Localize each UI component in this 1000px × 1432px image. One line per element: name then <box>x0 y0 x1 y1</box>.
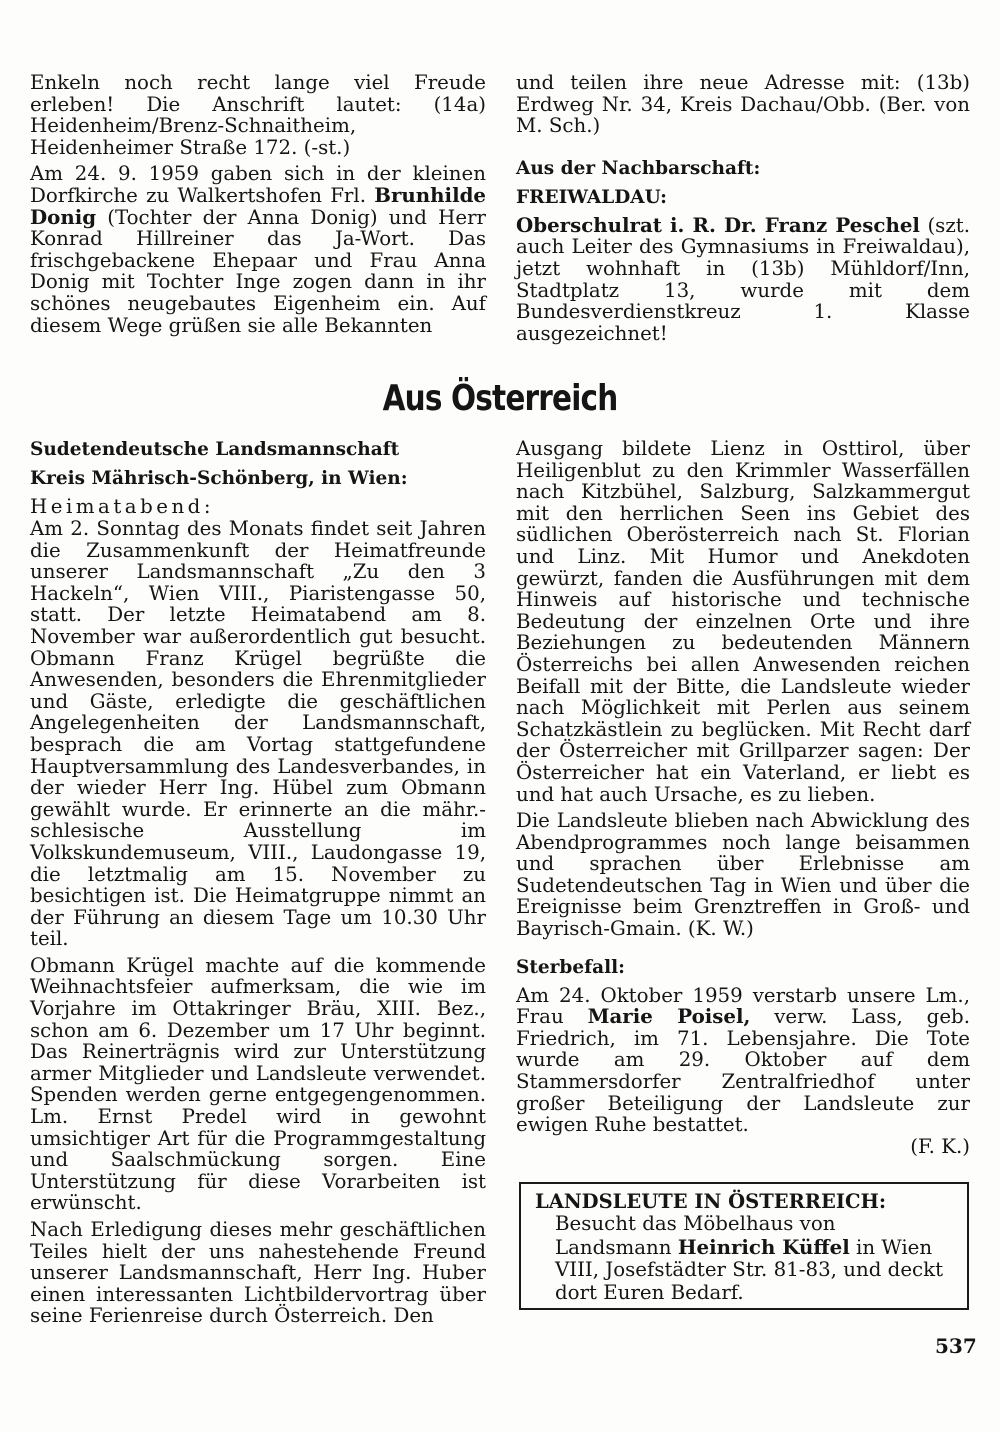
column-bottom-left <box>30 438 486 1332</box>
paragraph: Enkeln noch recht lange viel Freude erleben! Die Anschrift lautet: (14a) Heidenheim/Brenz-Schnaitheim, Heidenheimer Straße 172. (-st.) <box>30 71 486 159</box>
signature: (F. K.) <box>910 1134 970 1158</box>
paragraph: Die Landsleute blieben nach Abwicklung des Abendprogrammes noch lange beisammen und sprachen über Erlebnisse am Sudetendeutschen Tag in Wien und über die Ereignisse beim Grenztreffen in Groß- und Bayrisch-Gmain. (K. W.) <box>516 809 970 941</box>
ad-body <box>535 1213 957 1304</box>
paragraph: Am 2. Sonntag des Monats findet seit Jahren die Zusammenkunft der Heimatfreunde unserer Landsmannschaft „Zu den 3 Hackeln“, Wien VIII., Piaristengasse 50, statt. Der letzte Heimatabend am 8. November war außerordentlich gut besucht. Obmann Franz Krügel begrüßte die Anwesenden, besonders die Ehrenmitglieder und Gäste, erledigte die geschäftlichen Angelegenheiten der Landsmannschaft, besprach die am Vortag stattgefundene Hauptversammlung des Landesverbandes, in der wieder Herr Ing. Hübel zum Obmann gewählt wurde. Er erinnerte an die mähr.-schlesische Ausstellung im Volkskundemuseum, VIII., Laudongasse 19, die letztmalig am 15. November zu besichtigen ist. Die Heimatgruppe nimmt an der Führung an diesem Tage um 10.30 Uhr teil. <box>30 517 486 951</box>
section-heading: Sudetendeutsche Landsmannschaft <box>30 439 400 460</box>
paragraph: und teilen ihre neue Adresse mit: (13b) Erdweg Nr. 34, Kreis Dachau/Obb. (Ber. von M. Sch.) <box>516 71 970 138</box>
paragraph: Nach Erledigung dieses mehr geschäftlichen Teiles hielt der uns nahestehende Freund unserer Landsmannschaft, Herr Ing. Huber einen interessanten Lichtbildervortrag über seine Ferienreise durch Österreich. Den <box>30 1218 486 1328</box>
column-top-left <box>30 72 486 341</box>
text: Am 24. Oktober 1959 verstarb unsere Lm., Frau <box>516 983 970 1029</box>
bold-name: Oberschulrat i. R. Dr. Franz Peschel <box>516 212 920 237</box>
bold-name: Marie Poisel, <box>587 1004 751 1029</box>
section-heading: Kreis Mährisch-Schönberg, in Wien: <box>30 468 408 489</box>
paragraph-peschel <box>516 212 970 345</box>
paragraph-wedding <box>30 163 486 336</box>
column-top-right <box>516 72 970 349</box>
text: (Tochter der Anna Donig) und Herr Konrad Hillreiner das Ja-Wort. Das frischgebackene Ehepaar und Frau Anna Donig mit Tochter Inge zogen dann in ihr schönes neugebautes Eigenheim ein. Auf diesem Wege grüßen sie alle Bekannten <box>30 205 486 337</box>
paragraph: Obmann Krügel machte auf die kommende Weihnachtsfeier aufmerksam, die wie im Vorjahre im Ottakringer Bräu, XIII. Bez., schon am 6. Dezember um 17 Uhr beginnt. Das Reinerträgnis wird zur Unterstützung armer Mitglieder und Landsleute verwendet. Spenden werden gerne entgegengenommen. Lm. Ernst Predel wird in gewohnt umsichtiger Art für die Programmgestaltung und Saalschmückung sorgen. Eine Unterstützung für diese Vorarbeiten ist erwünscht. <box>30 953 486 1215</box>
page-number: 537 <box>935 1334 977 1358</box>
column-bottom-right <box>516 438 970 1162</box>
text: Am 24. 9. 1959 gaben sich in der kleinen Dorfkirche zu Walkertshofen Frl. <box>30 162 486 207</box>
bold-name: Brunhilde Donig <box>30 182 486 229</box>
ad-title: LANDSLEUTE IN ÖSTERREICH: <box>535 1190 887 1213</box>
paragraph: Ausgang bildete Lienz in Osttirol, über Heiligenblut zu den Krimmler Wasserfällen nach Kitzbühel, Salzburg, Salzkammergut mit den herrlichen Seen ins Gebiet des südlichen Oberösterreich nach St. Florian und Linz. Mit Humor und Anekdoten gewürzt, fanden die Ausführungen mit dem Hinweis auf historische und technische Bedeutung der einzelnen Orte und ihre Beziehungen zu bedeutenden Männern Österreichs bei allen Anwesenden reichen Beifall mit der Bitte, die Landsleute wieder nach Möglichkeit mit Perlen aus seinem Schatzkästlein zu beglücken. Mit Recht darf der Österreicher mit Grillparzer sagen: Der Österreicher hat ein Vaterland, er liebt es und hat auch Ursache, es zu lieben. <box>516 437 970 806</box>
text: verw. Lass, geb. Friedrich, im 71. Lebensjahre. Die Tote wurde am 29. Oktober auf dem Stammersdorfer Zentralfriedhof unter großer Beteiligung der Landsleute zur ewigen Ruhe bestattet. <box>516 1005 970 1137</box>
section-heading: Sterbefall: <box>516 956 625 978</box>
paragraph-obituary <box>516 985 970 1136</box>
subheading: Heimatabend: <box>30 495 215 518</box>
text: in Wien VIII, Josefstädter Str. 81-83, und deckt dort Euren Bedarf. <box>555 1235 944 1304</box>
text: Besucht das Möbelhaus von Landsmann <box>555 1212 836 1259</box>
section-heading: Aus der Nachbarschaft: <box>516 157 761 179</box>
section-headline: Aus Österreich <box>382 378 618 419</box>
section-heading: FREIWALDAU: <box>516 186 667 208</box>
text: (szt. auch Leiter des Gymnasiums in Freiwaldau), jetzt wohnhaft in (13b) Mühldorf/Inn, Stadtplatz 13, wurde mit dem Bundesverdienstkreuz 1. Klasse ausgezeichnet! <box>516 213 970 345</box>
bold-name: Heinrich Küffel <box>677 1234 850 1259</box>
advertisement-box <box>519 1182 969 1310</box>
